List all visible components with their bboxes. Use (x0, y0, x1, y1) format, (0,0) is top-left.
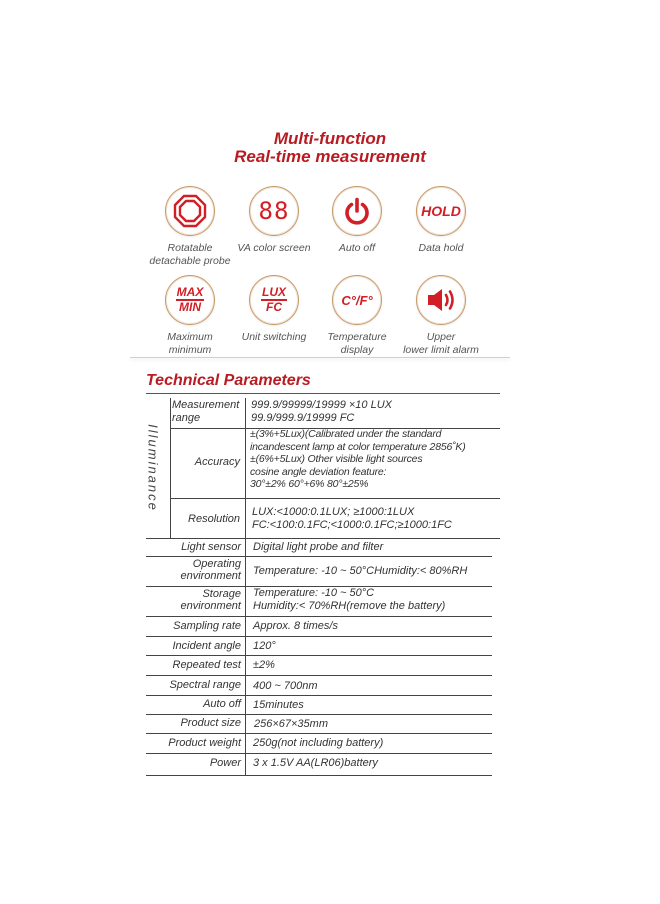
octagon-probe-icon (165, 186, 215, 236)
param-value-power: 3 x 1.5V AA(LR06)battery (253, 757, 378, 769)
param-value-repeated-test: ±2% (253, 659, 275, 671)
max-min-glyph: MAX MIN (176, 285, 204, 314)
seven-segment-88-icon (249, 186, 299, 236)
feature-data-hold (381, 186, 501, 255)
param-label-measurement-range: Measurement range (172, 399, 240, 424)
param-value-accuracy: ±(3%+5Lux)(Calibrated under the standard incandescent lamp at color temperature 2856˚K) ±(6%+5Lux) Other visible light sources cosine angle deviation feature: 30°±2% 60°+6% 80°±25% (250, 428, 466, 490)
feature-label: Auto off (338, 242, 376, 254)
feature-label: Maximum minimum (167, 331, 213, 356)
param-label-spectral-range: Spectral range (169, 679, 241, 691)
hold-icon (416, 186, 466, 236)
title-line-1: Multi-function (273, 129, 387, 148)
param-value-spectral-range: 400 ~ 700nm (253, 680, 318, 692)
max-min-icon (165, 275, 215, 325)
param-label-operating-environment: Operating environment (180, 558, 241, 582)
section-divider (130, 357, 510, 358)
param-label-storage-environment: Storage environment (180, 588, 241, 612)
feature-label: Temperature display (327, 331, 387, 356)
param-value-measurement-range: 999.9/99999/19999 ×10 LUX 99.9/999.9/19999 FC (251, 399, 392, 424)
param-label-accuracy: Accuracy (194, 456, 240, 468)
feature-label: Data hold (418, 242, 464, 254)
param-label-sampling-rate: Sampling rate (173, 620, 241, 632)
feature-label: Rotatable detachable probe (149, 242, 231, 267)
power-icon (332, 186, 382, 236)
speaker-alarm-icon (416, 275, 466, 325)
hold-glyph: HOLD (421, 202, 461, 219)
param-value-product-size: 256×67×35mm (254, 718, 328, 730)
title-line-2: Real-time measurement (234, 147, 426, 166)
title-underline (146, 393, 500, 394)
cf-glyph: C°/F° (341, 292, 373, 308)
param-value-resolution: LUX:<1000:0.1LUX; ≥1000:1LUX FC:<100:0.1FC;<1000:0.1FC;≥1000:1FC (252, 506, 452, 531)
param-label-light-sensor: Light sensor (181, 541, 241, 553)
illuminance-group-label: Illuminance (145, 424, 161, 512)
section-title: Technical Parameters (146, 372, 311, 389)
param-value-sampling-rate: Approx. 8 times/s (253, 620, 338, 632)
param-value-auto-off: 15minutes (253, 699, 304, 711)
lux-fc-glyph: LUX FC (262, 285, 286, 314)
param-value-product-weight: 250g(not including battery) (253, 737, 384, 749)
param-label-product-weight: Product weight (168, 737, 241, 749)
param-label-incident-angle: Incident angle (172, 640, 241, 652)
param-value-light-sensor: Digital light probe and filter (253, 541, 384, 553)
feature-label: VA color screen (237, 242, 311, 254)
feature-label: Unit switching (241, 331, 307, 343)
feature-label: Upper lower limit alarm (403, 331, 479, 356)
param-label-product-size: Product size (180, 717, 241, 729)
param-label-auto-off: Auto off (203, 698, 241, 710)
feature-limit-alarm (381, 275, 501, 357)
celsius-fahrenheit-icon (332, 275, 382, 325)
param-value-storage-environment: Temperature: -10 ~ 50°C Humidity:< 70%RH(remove the battery) (253, 587, 446, 612)
param-label-repeated-test: Repeated test (172, 659, 241, 671)
lux-fc-icon (249, 275, 299, 325)
param-value-operating-environment: Temperature: -10 ~ 50°CHumidity:< 80%RH (253, 565, 468, 577)
param-value-incident-angle: 120° (253, 640, 276, 652)
segment-digits: 88 (258, 196, 290, 225)
param-label-power: Power (209, 757, 241, 769)
param-label-resolution: Resolution (188, 513, 240, 525)
